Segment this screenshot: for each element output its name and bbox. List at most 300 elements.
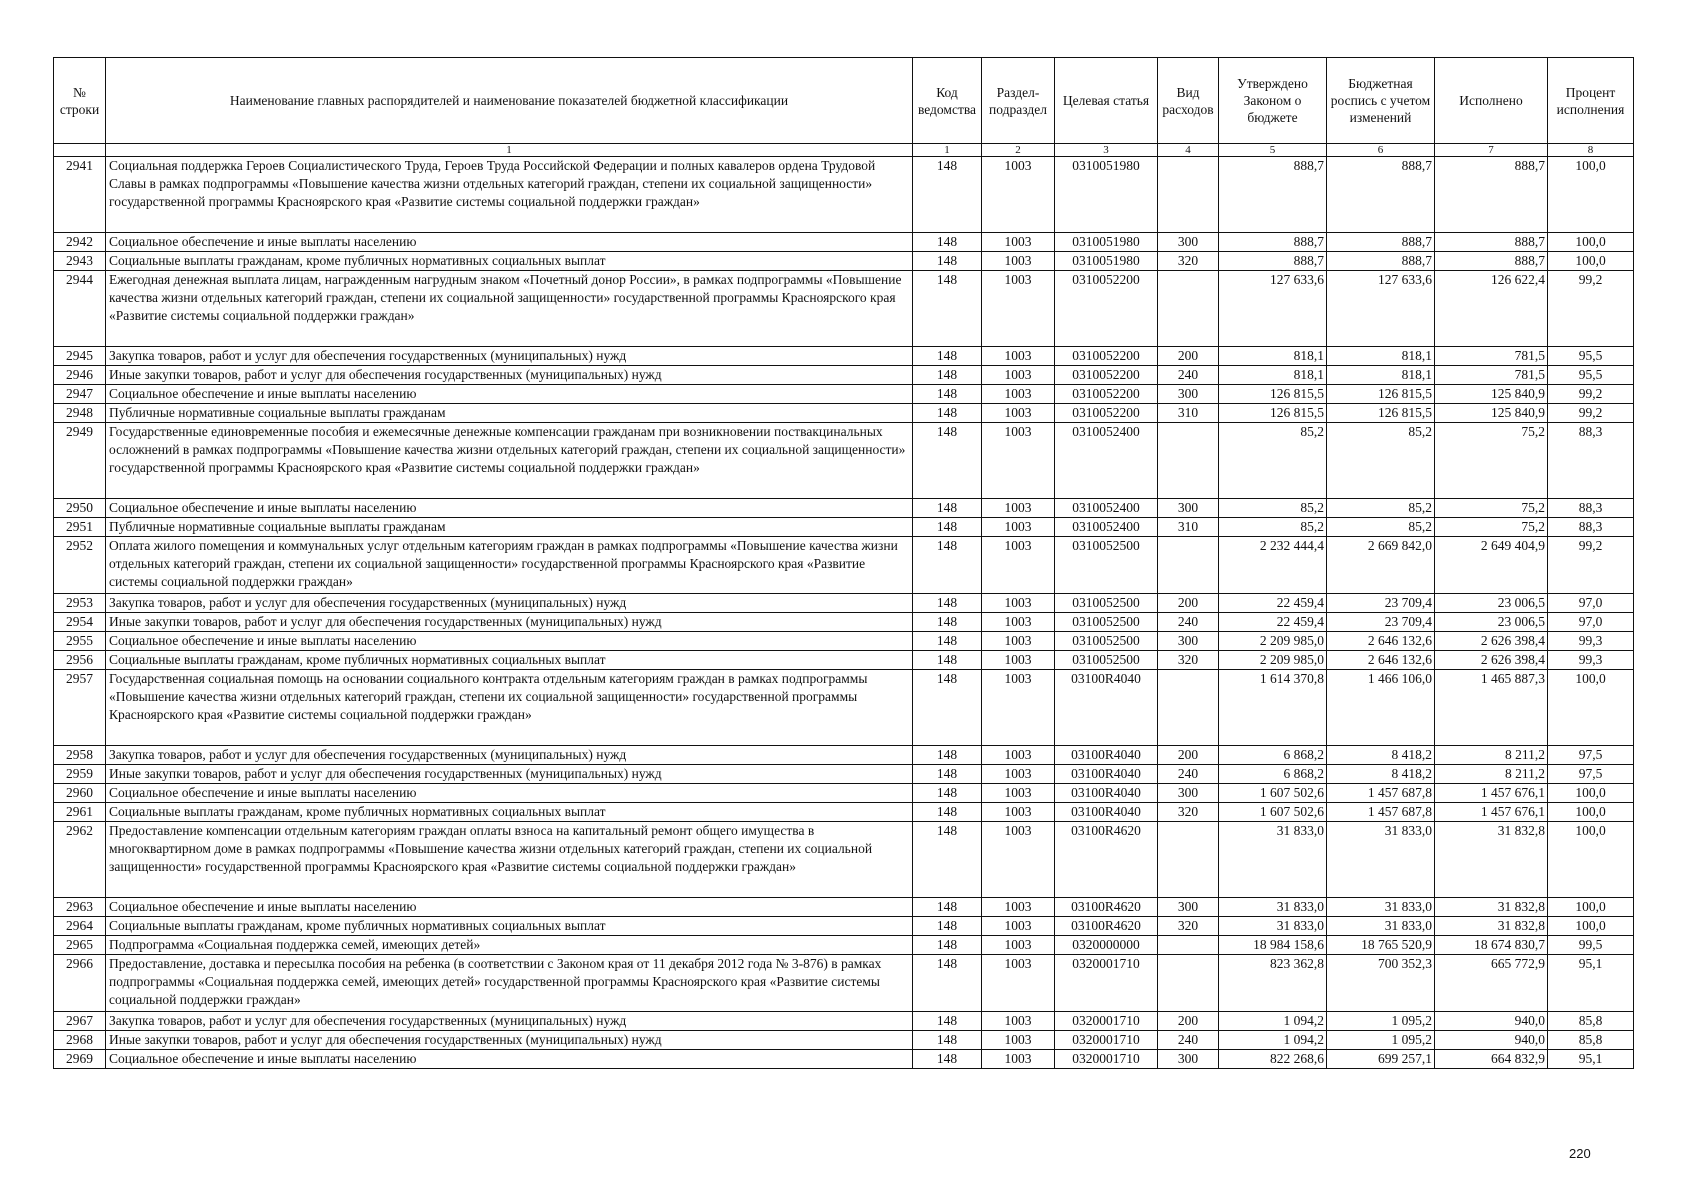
table-row [54, 366, 1634, 385]
expense-type-code [1158, 157, 1219, 233]
execution-percent: 88,3 [1548, 518, 1634, 537]
header-section: Раздел-подраздел [982, 58, 1055, 144]
expense-type-code: 310 [1158, 518, 1219, 537]
approved-amount: 818,1 [1219, 347, 1327, 366]
expense-type-code: 240 [1158, 366, 1219, 385]
approved-amount: 1 607 502,6 [1219, 784, 1327, 803]
expense-type-code: 320 [1158, 917, 1219, 936]
table-row [54, 594, 1634, 613]
target-item-code: 0320000000 [1055, 936, 1158, 955]
column-number: 6 [1327, 144, 1435, 157]
section-code: 1003 [982, 613, 1055, 632]
approved-amount: 2 232 444,4 [1219, 537, 1327, 594]
execution-percent: 85,8 [1548, 1031, 1634, 1050]
target-item-code: 03100R4040 [1055, 784, 1158, 803]
section-code: 1003 [982, 765, 1055, 784]
execution-percent: 99,3 [1548, 632, 1634, 651]
executed-amount: 888,7 [1435, 252, 1548, 271]
row-name: Подпрограмма «Социальная поддержка семей, имеющих детей» [106, 936, 913, 955]
approved-amount: 22 459,4 [1219, 594, 1327, 613]
target-item-code: 03100R4040 [1055, 803, 1158, 822]
header-percent: Процент исполнения [1548, 58, 1634, 144]
section-code: 1003 [982, 670, 1055, 746]
dept-code: 148 [913, 499, 982, 518]
execution-percent: 95,1 [1548, 1050, 1634, 1069]
dept-code: 148 [913, 1050, 982, 1069]
target-item-code: 0310052500 [1055, 537, 1158, 594]
table-row [54, 537, 1634, 594]
section-code: 1003 [982, 632, 1055, 651]
schedule-amount: 85,2 [1327, 499, 1435, 518]
dept-code: 148 [913, 1031, 982, 1050]
table-row [54, 499, 1634, 518]
execution-percent: 85,8 [1548, 1012, 1634, 1031]
column-number [54, 144, 106, 157]
table-row [54, 1031, 1634, 1050]
row-number: 2956 [54, 651, 106, 670]
header-row [54, 58, 1634, 144]
section-code: 1003 [982, 252, 1055, 271]
row-name: Закупка товаров, работ и услуг для обеспечения государственных (муниципальных) нужд [106, 594, 913, 613]
executed-amount: 940,0 [1435, 1031, 1548, 1050]
row-number: 2958 [54, 746, 106, 765]
dept-code: 148 [913, 157, 982, 233]
executed-amount: 23 006,5 [1435, 613, 1548, 632]
target-item-code: 0310052200 [1055, 385, 1158, 404]
execution-percent: 100,0 [1548, 784, 1634, 803]
execution-percent: 95,5 [1548, 366, 1634, 385]
executed-amount: 125 840,9 [1435, 385, 1548, 404]
executed-amount: 23 006,5 [1435, 594, 1548, 613]
table-row [54, 385, 1634, 404]
execution-percent: 99,2 [1548, 404, 1634, 423]
schedule-amount: 23 709,4 [1327, 594, 1435, 613]
table-row [54, 252, 1634, 271]
executed-amount: 665 772,9 [1435, 955, 1548, 1012]
row-number: 2952 [54, 537, 106, 594]
schedule-amount: 818,1 [1327, 347, 1435, 366]
row-number: 2967 [54, 1012, 106, 1031]
table-row [54, 955, 1634, 1012]
expense-type-code: 300 [1158, 632, 1219, 651]
row-number: 2945 [54, 347, 106, 366]
executed-amount: 781,5 [1435, 347, 1548, 366]
schedule-amount: 888,7 [1327, 233, 1435, 252]
schedule-amount: 85,2 [1327, 423, 1435, 499]
executed-amount: 1 465 887,3 [1435, 670, 1548, 746]
table-row [54, 347, 1634, 366]
section-code: 1003 [982, 594, 1055, 613]
row-number: 2953 [54, 594, 106, 613]
executed-amount: 75,2 [1435, 423, 1548, 499]
approved-amount: 126 815,5 [1219, 385, 1327, 404]
schedule-amount: 18 765 520,9 [1327, 936, 1435, 955]
executed-amount: 31 832,8 [1435, 822, 1548, 898]
column-number: 4 [1158, 144, 1219, 157]
dept-code: 148 [913, 670, 982, 746]
executed-amount: 2 626 398,4 [1435, 651, 1548, 670]
execution-percent: 99,2 [1548, 271, 1634, 347]
executed-amount: 8 211,2 [1435, 746, 1548, 765]
row-name: Социальные выплаты гражданам, кроме публичных нормативных социальных выплат [106, 252, 913, 271]
row-number: 2969 [54, 1050, 106, 1069]
dept-code: 148 [913, 803, 982, 822]
expense-type-code: 300 [1158, 499, 1219, 518]
target-item-code: 03100R4040 [1055, 670, 1158, 746]
schedule-amount: 23 709,4 [1327, 613, 1435, 632]
target-item-code: 03100R4040 [1055, 765, 1158, 784]
dept-code: 148 [913, 252, 982, 271]
target-item-code: 0310052200 [1055, 404, 1158, 423]
schedule-amount: 31 833,0 [1327, 898, 1435, 917]
dept-code: 148 [913, 651, 982, 670]
approved-amount: 888,7 [1219, 233, 1327, 252]
row-number: 2966 [54, 955, 106, 1012]
column-number: 2 [982, 144, 1055, 157]
section-code: 1003 [982, 803, 1055, 822]
row-number: 2942 [54, 233, 106, 252]
target-item-code: 0310052500 [1055, 613, 1158, 632]
row-number: 2965 [54, 936, 106, 955]
expense-type-code: 320 [1158, 252, 1219, 271]
table-row [54, 404, 1634, 423]
dept-code: 148 [913, 632, 982, 651]
schedule-amount: 699 257,1 [1327, 1050, 1435, 1069]
section-code: 1003 [982, 898, 1055, 917]
row-name: Социальное обеспечение и иные выплаты населению [106, 1050, 913, 1069]
expense-type-code: 320 [1158, 803, 1219, 822]
executed-amount: 18 674 830,7 [1435, 936, 1548, 955]
row-name: Закупка товаров, работ и услуг для обеспечения государственных (муниципальных) нужд [106, 347, 913, 366]
expense-type-code [1158, 822, 1219, 898]
target-item-code: 0320001710 [1055, 1031, 1158, 1050]
table-row [54, 746, 1634, 765]
section-code: 1003 [982, 366, 1055, 385]
row-number: 2959 [54, 765, 106, 784]
approved-amount: 2 209 985,0 [1219, 632, 1327, 651]
row-name: Социальное обеспечение и иные выплаты населению [106, 385, 913, 404]
schedule-amount: 126 815,5 [1327, 404, 1435, 423]
schedule-amount: 8 418,2 [1327, 746, 1435, 765]
expense-type-code: 300 [1158, 385, 1219, 404]
approved-amount: 85,2 [1219, 499, 1327, 518]
executed-amount: 2 649 404,9 [1435, 537, 1548, 594]
target-item-code: 0310052400 [1055, 518, 1158, 537]
schedule-amount: 818,1 [1327, 366, 1435, 385]
row-number: 2964 [54, 917, 106, 936]
section-code: 1003 [982, 537, 1055, 594]
target-item-code: 0310052500 [1055, 632, 1158, 651]
schedule-amount: 1 466 106,0 [1327, 670, 1435, 746]
row-name: Социальное обеспечение и иные выплаты населению [106, 233, 913, 252]
schedule-amount: 1 095,2 [1327, 1031, 1435, 1050]
row-name: Предоставление компенсации отдельным категориям граждан оплаты взноса на капитальный ремонт общего имущества в многоквартирном доме в рамках подпрограммы «Повышение качества жизни отдельных категорий граждан, степени их социальной защищенности» государственной программы Красноярского края «Развитие системы социальной поддержки граждан» [106, 822, 913, 898]
dept-code: 148 [913, 423, 982, 499]
target-item-code: 0310052200 [1055, 271, 1158, 347]
approved-amount: 888,7 [1219, 157, 1327, 233]
schedule-amount: 31 833,0 [1327, 917, 1435, 936]
row-name: Закупка товаров, работ и услуг для обеспечения государственных (муниципальных) нужд [106, 746, 913, 765]
section-code: 1003 [982, 784, 1055, 803]
column-number: 7 [1435, 144, 1548, 157]
section-code: 1003 [982, 157, 1055, 233]
header-target-item: Целевая статья [1055, 58, 1158, 144]
expense-type-code: 300 [1158, 1050, 1219, 1069]
execution-percent: 88,3 [1548, 499, 1634, 518]
execution-percent: 97,0 [1548, 613, 1634, 632]
expense-type-code [1158, 423, 1219, 499]
executed-amount: 126 622,4 [1435, 271, 1548, 347]
expense-type-code: 200 [1158, 746, 1219, 765]
header-executed: Исполнено [1435, 58, 1548, 144]
header-dept-code: Код ведомства [913, 58, 982, 144]
table-row [54, 803, 1634, 822]
section-code: 1003 [982, 271, 1055, 347]
table-row [54, 518, 1634, 537]
row-name: Публичные нормативные социальные выплаты гражданам [106, 518, 913, 537]
row-name: Иные закупки товаров, работ и услуг для обеспечения государственных (муниципальных) нужд [106, 1031, 913, 1050]
execution-percent: 99,2 [1548, 385, 1634, 404]
row-number: 2943 [54, 252, 106, 271]
expense-type-code: 300 [1158, 784, 1219, 803]
row-number: 2960 [54, 784, 106, 803]
schedule-amount: 31 833,0 [1327, 822, 1435, 898]
dept-code: 148 [913, 1012, 982, 1031]
column-number: 1 [913, 144, 982, 157]
budget-document [53, 57, 1634, 1069]
executed-amount: 888,7 [1435, 157, 1548, 233]
section-code: 1003 [982, 499, 1055, 518]
approved-amount: 2 209 985,0 [1219, 651, 1327, 670]
approved-amount: 818,1 [1219, 366, 1327, 385]
dept-code: 148 [913, 917, 982, 936]
approved-amount: 85,2 [1219, 423, 1327, 499]
section-code: 1003 [982, 385, 1055, 404]
table-row [54, 822, 1634, 898]
section-code: 1003 [982, 1012, 1055, 1031]
row-name: Иные закупки товаров, работ и услуг для обеспечения государственных (муниципальных) нужд [106, 613, 913, 632]
row-name: Государственные единовременные пособия и ежемесячные денежные компенсации гражданам при возникновении поствакцинальных осложнений в рамках подпрограммы «Повышение качества жизни отдельных категорий граждан, степени их социальной защищенности» государственной программы Красноярского края «Развитие системы социальной поддержки граждан» [106, 423, 913, 499]
expense-type-code: 320 [1158, 651, 1219, 670]
execution-percent: 100,0 [1548, 917, 1634, 936]
dept-code: 148 [913, 347, 982, 366]
schedule-amount: 2 646 132,6 [1327, 632, 1435, 651]
target-item-code: 0310051980 [1055, 252, 1158, 271]
executed-amount: 125 840,9 [1435, 404, 1548, 423]
approved-amount: 31 833,0 [1219, 917, 1327, 936]
row-number: 2961 [54, 803, 106, 822]
row-number: 2949 [54, 423, 106, 499]
target-item-code: 0310051980 [1055, 233, 1158, 252]
table-row [54, 670, 1634, 746]
executed-amount: 1 457 676,1 [1435, 803, 1548, 822]
approved-amount: 6 868,2 [1219, 765, 1327, 784]
schedule-amount: 85,2 [1327, 518, 1435, 537]
row-name: Социальное обеспечение и иные выплаты населению [106, 898, 913, 917]
section-code: 1003 [982, 518, 1055, 537]
expense-type-code: 200 [1158, 594, 1219, 613]
target-item-code: 0310052500 [1055, 651, 1158, 670]
approved-amount: 85,2 [1219, 518, 1327, 537]
row-number: 2954 [54, 613, 106, 632]
row-number: 2946 [54, 366, 106, 385]
table-row [54, 157, 1634, 233]
approved-amount: 888,7 [1219, 252, 1327, 271]
dept-code: 148 [913, 784, 982, 803]
target-item-code: 0310052200 [1055, 347, 1158, 366]
row-name: Социальная поддержка Героев Социалистического Труда, Героев Труда Российской Федерации и полных кавалеров ордена Трудовой Славы в рамках подпрограммы «Повышение качества жизни отдельных категорий граждан, степени их социальной защищенности» государственной программы Красноярского края «Развитие системы социальной поддержки граждан» [106, 157, 913, 233]
target-item-code: 0310052500 [1055, 594, 1158, 613]
dept-code: 148 [913, 765, 982, 784]
execution-percent: 97,5 [1548, 746, 1634, 765]
approved-amount: 1 094,2 [1219, 1031, 1327, 1050]
approved-amount: 1 614 370,8 [1219, 670, 1327, 746]
schedule-amount: 2 646 132,6 [1327, 651, 1435, 670]
dept-code: 148 [913, 898, 982, 917]
execution-percent: 97,5 [1548, 765, 1634, 784]
row-number: 2968 [54, 1031, 106, 1050]
row-name: Государственная социальная помощь на основании социального контракта отдельным категориям граждан в рамках подпрограммы «Повышение качества жизни отдельных категорий граждан, степени их социальной защищенности» государственной программы Красноярского края «Развитие системы социальной поддержки граждан» [106, 670, 913, 746]
row-name: Социальное обеспечение и иные выплаты населению [106, 632, 913, 651]
approved-amount: 1 094,2 [1219, 1012, 1327, 1031]
executed-amount: 8 211,2 [1435, 765, 1548, 784]
dept-code: 148 [913, 518, 982, 537]
row-number: 2957 [54, 670, 106, 746]
executed-amount: 31 832,8 [1435, 917, 1548, 936]
approved-amount: 18 984 158,6 [1219, 936, 1327, 955]
row-number: 2951 [54, 518, 106, 537]
executed-amount: 31 832,8 [1435, 898, 1548, 917]
execution-percent: 100,0 [1548, 233, 1634, 252]
dept-code: 148 [913, 955, 982, 1012]
approved-amount: 126 815,5 [1219, 404, 1327, 423]
dept-code: 148 [913, 366, 982, 385]
section-code: 1003 [982, 917, 1055, 936]
section-code: 1003 [982, 822, 1055, 898]
target-item-code: 0320001710 [1055, 1012, 1158, 1031]
schedule-amount: 1 457 687,8 [1327, 803, 1435, 822]
section-code: 1003 [982, 936, 1055, 955]
dept-code: 148 [913, 404, 982, 423]
executed-amount: 940,0 [1435, 1012, 1548, 1031]
expense-type-code: 240 [1158, 765, 1219, 784]
row-name: Оплата жилого помещения и коммунальных услуг отдельным категориям граждан в рамках подпрограммы «Повышение качества жизни отдельных категорий граждан, степени их социальной защищенности» государственной программы Красноярского края «Развитие системы социальной поддержки граждан» [106, 537, 913, 594]
target-item-code: 03100R4620 [1055, 917, 1158, 936]
column-number-row [54, 144, 1634, 157]
execution-percent: 99,3 [1548, 651, 1634, 670]
row-name: Социальные выплаты гражданам, кроме публичных нормативных социальных выплат [106, 651, 913, 670]
approved-amount: 22 459,4 [1219, 613, 1327, 632]
table-row [54, 1050, 1634, 1069]
executed-amount: 1 457 676,1 [1435, 784, 1548, 803]
approved-amount: 6 868,2 [1219, 746, 1327, 765]
section-code: 1003 [982, 955, 1055, 1012]
row-name: Иные закупки товаров, работ и услуг для обеспечения государственных (муниципальных) нужд [106, 366, 913, 385]
expense-type-code [1158, 271, 1219, 347]
dept-code: 148 [913, 537, 982, 594]
header-name: Наименование главных распорядителей и наименование показателей бюджетной классификации [106, 58, 913, 144]
section-code: 1003 [982, 404, 1055, 423]
table-row [54, 613, 1634, 632]
row-name: Социальное обеспечение и иные выплаты населению [106, 784, 913, 803]
expense-type-code [1158, 537, 1219, 594]
column-number: 5 [1219, 144, 1327, 157]
header-approved-law: Утверждено Законом о бюджете [1219, 58, 1327, 144]
budget-table [53, 57, 1634, 1069]
row-name: Социальное обеспечение и иные выплаты населению [106, 499, 913, 518]
section-code: 1003 [982, 1050, 1055, 1069]
dept-code: 148 [913, 385, 982, 404]
approved-amount: 1 607 502,6 [1219, 803, 1327, 822]
row-number: 2941 [54, 157, 106, 233]
section-code: 1003 [982, 746, 1055, 765]
row-number: 2963 [54, 898, 106, 917]
target-item-code: 03100R4620 [1055, 822, 1158, 898]
header-budget-schedule: Бюджетная роспись с учетом изменений [1327, 58, 1435, 144]
expense-type-code [1158, 936, 1219, 955]
execution-percent: 100,0 [1548, 898, 1634, 917]
dept-code: 148 [913, 233, 982, 252]
section-code: 1003 [982, 1031, 1055, 1050]
row-name: Публичные нормативные социальные выплаты гражданам [106, 404, 913, 423]
row-number: 2948 [54, 404, 106, 423]
approved-amount: 31 833,0 [1219, 822, 1327, 898]
executed-amount: 888,7 [1435, 233, 1548, 252]
row-name: Ежегодная денежная выплата лицам, награжденным нагрудным знаком «Почетный донор России», в рамках подпрограммы «Повышение качества жизни отдельных категорий граждан, степени их социальной защищенности» государственной программы Красноярского края «Развитие системы социальной поддержки граждан» [106, 271, 913, 347]
table-row [54, 765, 1634, 784]
executed-amount: 664 832,9 [1435, 1050, 1548, 1069]
approved-amount: 823 362,8 [1219, 955, 1327, 1012]
execution-percent: 95,5 [1548, 347, 1634, 366]
dept-code: 148 [913, 746, 982, 765]
execution-percent: 95,1 [1548, 955, 1634, 1012]
schedule-amount: 700 352,3 [1327, 955, 1435, 1012]
schedule-amount: 888,7 [1327, 157, 1435, 233]
column-number: 3 [1055, 144, 1158, 157]
expense-type-code: 300 [1158, 233, 1219, 252]
table-row [54, 423, 1634, 499]
column-number: 1 [106, 144, 913, 157]
section-code: 1003 [982, 233, 1055, 252]
row-name: Социальные выплаты гражданам, кроме публичных нормативных социальных выплат [106, 917, 913, 936]
executed-amount: 75,2 [1435, 499, 1548, 518]
schedule-amount: 8 418,2 [1327, 765, 1435, 784]
header-row-number: № строки [54, 58, 106, 144]
target-item-code: 0310052400 [1055, 423, 1158, 499]
expense-type-code [1158, 955, 1219, 1012]
execution-percent: 100,0 [1548, 157, 1634, 233]
expense-type-code: 300 [1158, 898, 1219, 917]
dept-code: 148 [913, 936, 982, 955]
target-item-code: 03100R4040 [1055, 746, 1158, 765]
approved-amount: 127 633,6 [1219, 271, 1327, 347]
execution-percent: 99,2 [1548, 537, 1634, 594]
row-name: Социальные выплаты гражданам, кроме публичных нормативных социальных выплат [106, 803, 913, 822]
expense-type-code: 240 [1158, 1031, 1219, 1050]
header-expense-type: Вид расходов [1158, 58, 1219, 144]
schedule-amount: 1 095,2 [1327, 1012, 1435, 1031]
schedule-amount: 126 815,5 [1327, 385, 1435, 404]
section-code: 1003 [982, 347, 1055, 366]
dept-code: 148 [913, 594, 982, 613]
executed-amount: 2 626 398,4 [1435, 632, 1548, 651]
table-row [54, 632, 1634, 651]
table-row [54, 936, 1634, 955]
section-code: 1003 [982, 651, 1055, 670]
row-number: 2955 [54, 632, 106, 651]
row-number: 2947 [54, 385, 106, 404]
execution-percent: 88,3 [1548, 423, 1634, 499]
